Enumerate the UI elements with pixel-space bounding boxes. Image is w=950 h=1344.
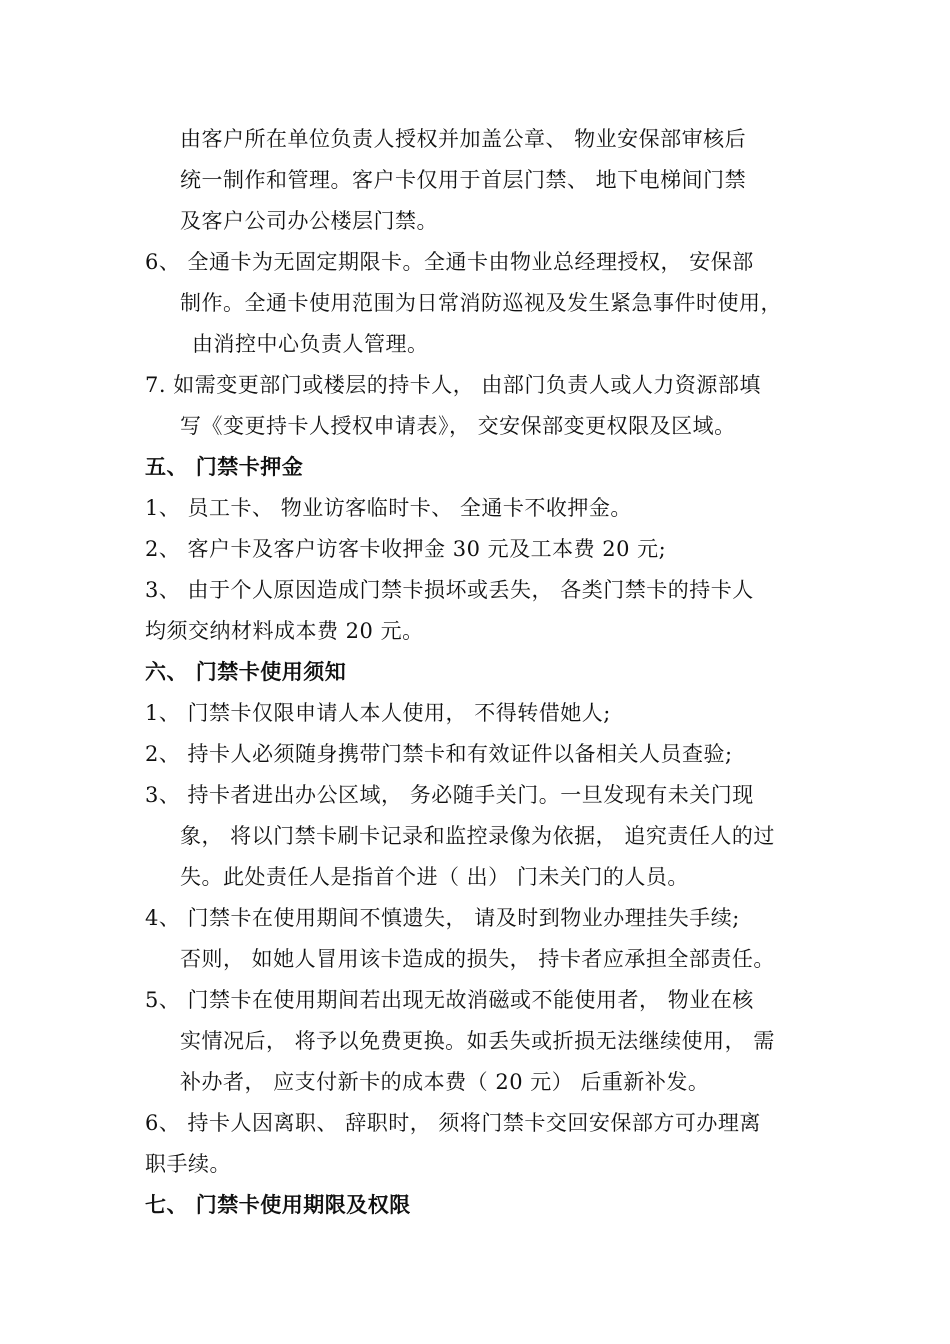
section-heading: 六、 门禁卡使用须知: [145, 660, 347, 684]
paragraph-line: 及客户公司办公楼层门禁。: [180, 209, 438, 233]
paragraph-line: 职手续。: [145, 1152, 231, 1176]
paragraph-line: 补办者， 应支付新卡的成本费（ 20 元） 后重新补发。: [180, 1070, 710, 1094]
list-item: 6、 持卡人因离职、 辞职时， 须将门禁卡交回安保部方可办理离: [145, 1111, 761, 1135]
section-heading: 七、 门禁卡使用期限及权限: [145, 1193, 411, 1217]
list-item: 7. 如需变更部门或楼层的持卡人， 由部门负责人或人力资源部填: [145, 373, 761, 397]
list-item: 3、 持卡者进出办公区域， 务必随手关门。一旦发现有未关门现: [145, 783, 754, 807]
list-item: 5、 门禁卡在使用期间若出现无故消磁或不能使用者， 物业在核: [145, 988, 754, 1012]
paragraph-line: 由消控中心负责人管理。: [192, 332, 429, 356]
paragraph-line: 统一制作和管理。客户卡仅用于首层门禁、 地下电梯间门禁: [180, 168, 747, 192]
list-item: 3、 由于个人原因造成门禁卡损坏或丢失， 各类门禁卡的持卡人: [145, 578, 754, 602]
paragraph-line: 实情况后， 将予以免费更换。如丢失或折损无法继续使用， 需: [180, 1029, 775, 1053]
paragraph-line: 象， 将以门禁卡刷卡记录和监控录像为依据， 追究责任人的过: [180, 824, 775, 848]
paragraph-line: 失。此处责任人是指首个进（ 出） 门未关门的人员。: [180, 865, 689, 889]
paragraph-line: 写《变更持卡人授权申请表》， 交安保部变更权限及区域。: [180, 414, 736, 438]
list-item: 6、 全通卡为无固定期限卡。全通卡由物业总经理授权， 安保部: [145, 250, 754, 274]
list-item: 4、 门禁卡在使用期间不慎遗失， 请及时到物业办理挂失手续;: [145, 906, 740, 930]
paragraph-line: 制作。全通卡使用范围为日常消防巡视及发生紧急事件时使用，: [180, 291, 782, 315]
list-item: 1、 门禁卡仅限申请人本人使用， 不得转借她人;: [145, 701, 611, 725]
section-heading: 五、 门禁卡押金: [145, 455, 304, 479]
paragraph-line: 由客户所在单位负责人授权并加盖公章、 物业安保部审核后: [180, 127, 747, 151]
paragraph-line: 否则， 如她人冒用该卡造成的损失， 持卡者应承担全部责任。: [180, 947, 775, 971]
list-item: 2、 持卡人必须随身携带门禁卡和有效证件以备相关人员查验;: [145, 742, 733, 766]
list-item: 2、 客户卡及客户访客卡收押金 30 元及工本费 20 元;: [145, 537, 667, 561]
list-item: 1、 员工卡、 物业访客临时卡、 全通卡不收押金。: [145, 496, 632, 520]
paragraph-line: 均须交纳材料成本费 20 元。: [145, 619, 424, 643]
